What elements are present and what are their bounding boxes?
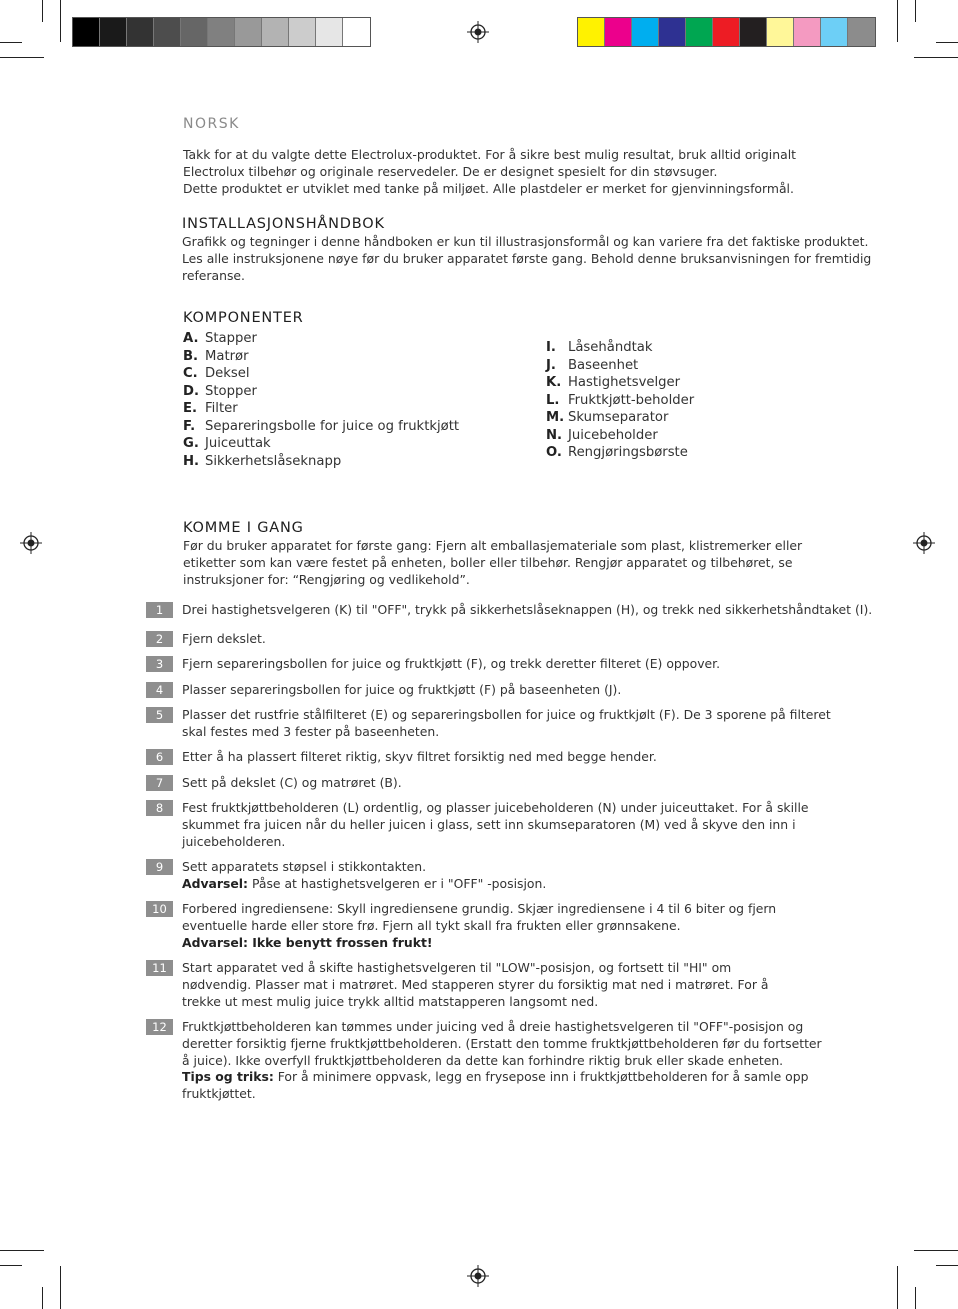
step-line: Fruktkjøttbeholderen kan tømmes under juicing ved å dreie hastighetsvelgeren til "OFF"-posisjon og <box>182 1019 804 1034</box>
color-swatch <box>73 18 100 46</box>
registration-mark-icon <box>20 532 42 554</box>
step-text <box>182 682 902 699</box>
getting-started-line: Før du bruker apparatet for første gang: Fjern alt emballasjemateriale som plast, klistremerker eller <box>183 538 803 553</box>
step-line: Fjern dekslet. <box>182 631 266 646</box>
component-key: D. <box>183 383 199 399</box>
components-section <box>183 310 883 326</box>
installation-section <box>182 216 922 284</box>
crop-mark <box>915 0 916 22</box>
step-text <box>182 800 902 850</box>
step-text <box>182 631 902 648</box>
color-swatch <box>821 18 848 46</box>
color-swatch <box>848 18 875 46</box>
color-swatch <box>794 18 821 46</box>
step-line: å juice). Ikke overfyll fruktkjøttbeholderen da dette kan forhindre riktig bruk eller skade enheten. <box>182 1052 784 1068</box>
component-item <box>183 365 513 383</box>
component-key: L. <box>546 392 560 408</box>
components-list-right <box>546 339 876 462</box>
registration-mark-icon <box>913 532 935 554</box>
step-line: Etter å ha plassert filteret riktig, skyv filtret forsiktig ned med begge hender. <box>182 749 657 764</box>
step-text <box>182 775 902 792</box>
step-line: deretter forsiktig fjerne fruktkjøttbeholderen. (Erstatt den tomme fruktkjøttbeholderen før du fortsetter <box>182 1035 822 1051</box>
step-number-badge: 9 <box>146 859 173 875</box>
step-note <box>182 876 902 893</box>
step-line: Fjern separeringsbollen for juice og fruktkjøtt (F), og trekk deretter filteret (E) oppover. <box>182 656 721 671</box>
step-line: fruktkjøttet. <box>182 1086 256 1102</box>
note-label: Advarsel: <box>182 875 248 891</box>
step-number-badge: 8 <box>146 800 173 816</box>
component-label: Låsehåndtak <box>568 340 653 355</box>
component-item <box>546 427 876 445</box>
step-note <box>182 1069 902 1086</box>
intro-line: Dette produktet er utviklet med tanke på miljøet. Alle plastdeler er merket for gjenvinningsformål. <box>183 181 794 196</box>
color-swatch <box>181 18 208 46</box>
color-swatch <box>154 18 181 46</box>
step-line: Plasser separeringsbollen for juice og fruktkjøtt (F) på baseenheten (J). <box>182 682 622 697</box>
step-line: Sett på dekslet (C) og matrøret (B). <box>182 775 402 790</box>
grayscale-bar <box>72 17 371 47</box>
step-text <box>182 602 902 619</box>
step-line: skummet fra juicen når du heller juicen i glass, sett inn skumseparatoren (M) ved å skyve den inn i <box>182 816 796 832</box>
step-number-badge: 5 <box>146 707 173 723</box>
component-item <box>546 339 876 357</box>
step-number-badge: 3 <box>146 656 173 672</box>
component-label: Rengjøringsbørste <box>568 445 688 460</box>
step-text <box>182 707 902 741</box>
step-note <box>182 935 902 952</box>
installation-title: INSTALLASJONSHÅNDBOK <box>182 216 385 232</box>
color-swatch <box>289 18 316 46</box>
step-line: Sett apparatets støpsel i stikkontakten. <box>182 859 427 874</box>
step-text <box>182 749 902 766</box>
step-line: nødvendig. Plasser mat i matrøret. Med stapperen styrer du forsiktig mat ned i matrøret. For å <box>182 976 769 992</box>
color-swatch <box>316 18 343 46</box>
component-key: J. <box>546 357 556 373</box>
color-swatch <box>659 18 686 46</box>
component-item <box>183 330 513 348</box>
component-label: Deksel <box>205 366 250 381</box>
component-item <box>183 383 513 401</box>
component-label: Sikkerhetslåseknapp <box>205 453 342 469</box>
component-label: Baseenhet <box>568 357 639 373</box>
component-key: N. <box>546 427 563 443</box>
step-line: eventuelle harde eller store frø. Fjern all tykt skall fra frukten eller grønnsakene. <box>182 917 681 933</box>
component-key: G. <box>183 436 199 451</box>
step-number-badge: 2 <box>146 631 173 647</box>
color-swatch <box>740 18 767 46</box>
color-bar <box>577 17 876 47</box>
crop-mark <box>0 1265 22 1266</box>
color-swatch <box>632 18 659 46</box>
step-text <box>182 859 902 893</box>
component-label: Juiceuttak <box>205 436 271 451</box>
component-key: E. <box>183 401 198 416</box>
component-key: H. <box>183 453 200 469</box>
step-text <box>182 960 902 1010</box>
component-key: B. <box>183 348 199 364</box>
color-swatch <box>686 18 713 46</box>
component-label: Hastighetsvelger <box>568 375 681 390</box>
step-line: Plasser det rustfrie stålfilteret (E) og separeringsbollen for juice og fruktkjølt (F). De 3 sporene på filteret <box>182 707 831 722</box>
component-label: Stopper <box>205 383 257 399</box>
intro-text <box>183 146 883 197</box>
step-number-badge: 12 <box>146 1019 173 1035</box>
installation-line: referanse. <box>182 268 245 283</box>
crop-mark <box>914 1250 958 1251</box>
crop-mark <box>60 1266 61 1309</box>
getting-started-line: instruksjoner for: “Rengjøring og vedlikehold”. <box>183 572 470 587</box>
components-list-left <box>183 330 513 470</box>
crop-mark <box>897 1266 898 1309</box>
component-label: Fruktkjøtt-beholder <box>568 392 695 408</box>
color-swatch <box>100 18 127 46</box>
step-line: skal festes med 3 fester på baseenheten. <box>182 723 440 739</box>
step-text <box>182 1019 902 1103</box>
components-title: KOMPONENTER <box>183 310 304 326</box>
getting-started-section <box>183 520 843 588</box>
note-label: Tips og triks: <box>182 1069 274 1085</box>
step-number-badge: 1 <box>146 602 173 618</box>
step-line: Drei hastighetsvelgeren (K) til "OFF", trykk på sikkerhetslåseknappen (H), og trekk ned sikkerhetshåndtaket (I). <box>182 602 873 617</box>
component-item <box>183 348 513 366</box>
installation-line: Les alle instruksjonene nøye før du bruker apparatet første gang. Behold denne bruksanvisningen for fremtidig <box>182 251 872 266</box>
registration-mark-icon <box>467 1265 489 1287</box>
component-item <box>183 418 513 436</box>
component-item <box>183 400 513 418</box>
step-line: juicebeholderen. <box>182 833 286 849</box>
language-heading: NORSK <box>183 116 240 132</box>
color-swatch <box>235 18 262 46</box>
color-swatch <box>208 18 235 46</box>
step-line: Fest fruktkjøttbeholderen (L) ordentlig, og plasser juicebeholderen (N) under juiceuttaket. For å skille <box>182 800 809 815</box>
component-item <box>546 444 876 462</box>
registration-mark-icon <box>467 21 489 43</box>
note-label: Advarsel: Ikke benytt frossen frukt! <box>182 934 433 950</box>
color-swatch <box>578 18 605 46</box>
color-swatch <box>713 18 740 46</box>
component-label: Separeringsbolle for juice og fruktkjøtt <box>205 418 460 434</box>
getting-started-line: etiketter som kan være festet på enheten, boller eller tilbehør. Rengjør apparatet og tilbehøret, se <box>183 555 793 570</box>
step-line: trekke ut mest mulig juice trykk alltid matstapperen langsomt ned. <box>182 993 599 1009</box>
color-swatch <box>605 18 632 46</box>
crop-mark <box>914 57 958 58</box>
crop-mark <box>60 0 61 42</box>
component-item <box>546 409 876 427</box>
crop-mark <box>0 57 44 58</box>
step-number-badge: 7 <box>146 775 173 791</box>
component-label: Skumseparator <box>568 410 669 425</box>
step-line: Start apparatet ved å skifte hastighetsvelgeren til "LOW"-posisjon, og fortsett til "HI" om <box>182 960 732 975</box>
component-item <box>546 374 876 392</box>
intro-line: Electrolux tilbehør og originale reservedeler. De er designet spesielt for din støvsuger. <box>183 164 718 179</box>
component-key: I. <box>546 340 556 355</box>
crop-mark <box>42 1287 43 1309</box>
note-text: For å minimere oppvask, legg en frysepose inn i fruktkjøttbeholderen for å samle opp <box>273 1069 809 1085</box>
crop-mark <box>42 0 43 22</box>
crop-mark <box>897 0 898 42</box>
component-key: F. <box>183 418 196 434</box>
color-swatch <box>343 18 370 46</box>
component-key: C. <box>183 366 198 381</box>
color-swatch <box>262 18 289 46</box>
crop-mark <box>0 42 22 43</box>
component-key: K. <box>546 375 562 390</box>
component-label: Juicebeholder <box>568 427 658 443</box>
step-number-badge: 4 <box>146 682 173 698</box>
crop-mark <box>936 42 958 43</box>
component-item <box>546 357 876 375</box>
component-key: O. <box>546 445 562 460</box>
installation-line: Grafikk og tegninger i denne håndboken er kun til illustrasjonsformål og kan variere fra det faktiske produktet. <box>182 234 869 249</box>
component-label: Filter <box>205 401 238 416</box>
step-text <box>182 901 902 951</box>
step-number-badge: 6 <box>146 749 173 765</box>
step-number-badge: 11 <box>146 960 173 976</box>
component-item <box>183 435 513 453</box>
intro-line: Takk for at du valgte dette Electrolux-produktet. For å sikre best mulig resultat, bruk alltid originalt <box>183 147 796 162</box>
component-key: A. <box>183 331 199 346</box>
color-swatch <box>767 18 794 46</box>
crop-mark <box>936 1265 958 1266</box>
component-label: Matrør <box>205 348 249 364</box>
component-item <box>546 392 876 410</box>
color-swatch <box>127 18 154 46</box>
crop-mark <box>915 1287 916 1309</box>
step-number-badge: 10 <box>146 901 173 917</box>
step-text <box>182 656 902 673</box>
crop-mark <box>0 1250 44 1251</box>
component-item <box>183 453 513 471</box>
step-line: Forbered ingrediensene: Skyll ingrediensene grundig. Skjær ingrediensene i 4 til 6 biter og fjern <box>182 901 777 916</box>
component-key: M. <box>546 410 565 425</box>
getting-started-title: KOMME I GANG <box>183 520 304 536</box>
note-text: Påse at hastighetsvelgeren er i "OFF" -posisjon. <box>248 875 547 891</box>
component-label: Stapper <box>205 331 257 346</box>
